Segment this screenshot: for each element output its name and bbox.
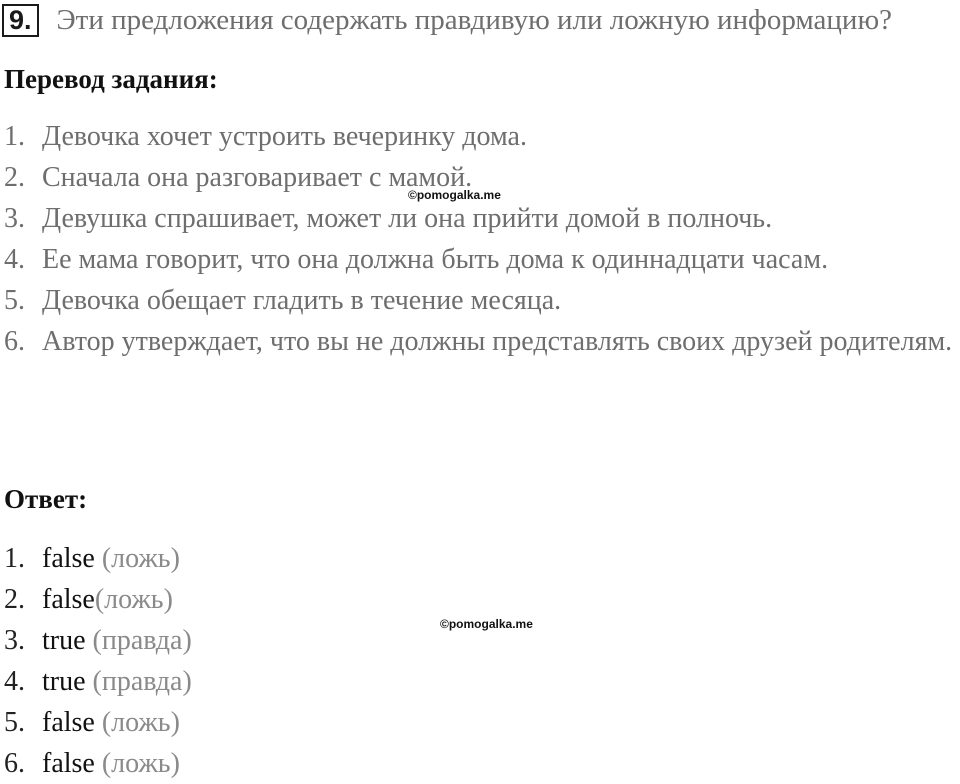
item-text: Девочка обещает гладить в течение месяца. [42,285,562,316]
list-item [4,321,954,362]
item-number: 3. [4,203,25,234]
answer-number: 1. [4,543,25,574]
answer-value: false [42,584,95,615]
answer-item [4,579,192,620]
answer-item [4,661,192,702]
item-text: Ее мама говорит, что она должна быть дома к одиннадцати часам. [42,244,829,275]
answer-heading: Ответ: [4,484,88,514]
answer-item [4,620,192,661]
answer-gloss: (правда) [85,625,192,656]
answer-value: true [42,666,86,697]
answer-item [4,702,192,743]
item-text: Девочка хочет устроить вечеринку дома. [42,121,527,152]
item-text: Сначала она разговаривает с мамой. [42,162,473,193]
item-number: 6. [4,326,25,357]
list-item [4,116,954,157]
answer-gloss: (ложь) [94,543,180,574]
answer-number: 4. [4,666,25,697]
answer-gloss: (правда) [85,666,192,697]
answer-number: 5. [4,707,25,738]
watermark: ©pomogalka.me [440,617,533,631]
answer-number: 2. [4,584,25,615]
answer-value: false [42,707,95,738]
answer-item [4,743,192,784]
task-header [2,2,892,38]
translation-list [4,116,954,362]
answer-gloss: (ложь) [94,748,180,779]
answer-gloss: (ложь) [94,584,173,615]
item-number: 2. [4,162,25,193]
list-item [4,280,954,321]
answer-number: 6. [4,748,25,779]
answer-item [4,538,192,579]
answer-value: false [42,543,95,574]
answer-list [4,538,192,784]
list-item [4,198,954,239]
watermark: ©pomogalka.me [408,188,501,202]
item-number: 1. [4,121,25,152]
task-number-badge: 9. [2,4,39,37]
list-item [4,239,954,280]
answer-gloss: (ложь) [94,707,180,738]
task-prompt: Эти предложения содержать правдивую или ложную информацию? [56,3,892,36]
translation-heading: Перевод задания: [4,64,218,94]
item-text: Автор утверждает, что вы не должны представлять своих друзей родителям. [42,326,953,357]
item-number: 4. [4,244,25,275]
answer-value: false [42,748,95,779]
item-number: 5. [4,285,25,316]
answer-value: true [42,625,86,656]
item-text: Девушка спрашивает, может ли она прийти домой в полночь. [42,203,773,234]
answer-number: 3. [4,625,25,656]
